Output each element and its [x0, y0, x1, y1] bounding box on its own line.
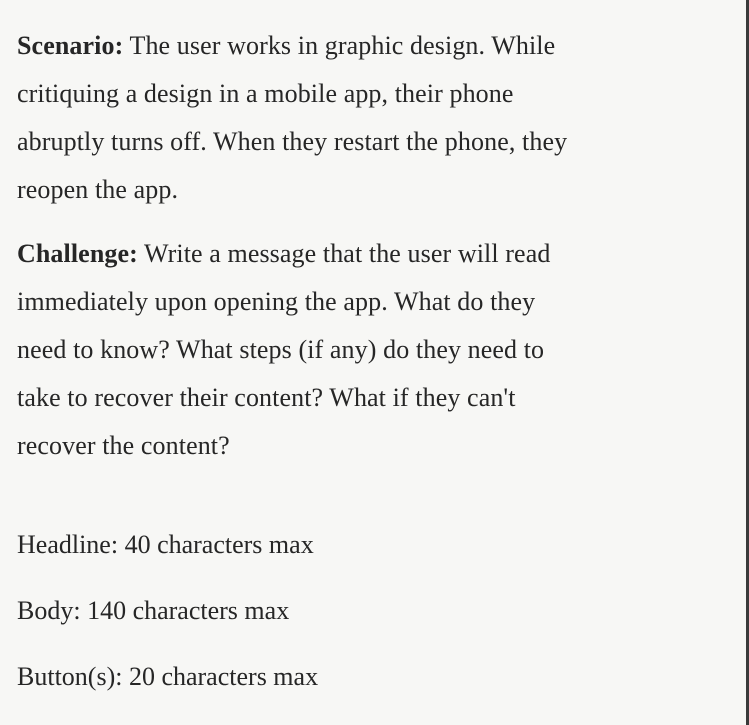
- challenge-paragraph: [17, 230, 717, 470]
- scenario-label: Scenario:: [17, 31, 124, 60]
- scenario-line-3: abruptly turns off. When they restart the phone, they: [17, 127, 568, 156]
- challenge-line-4: take to recover their content? What if they can't: [17, 383, 516, 412]
- scenario-line-2: critiquing a design in a mobile app, their phone: [17, 79, 514, 108]
- challenge-line-3: need to know? What steps (if any) do they need to: [17, 335, 545, 364]
- buttons-limit: Button(s): 20 characters max: [17, 662, 319, 691]
- prompt-text: [17, 22, 717, 470]
- scenario-line-1: The user works in graphic design. While: [123, 31, 556, 60]
- challenge-line-2: immediately upon opening the app. What do they: [17, 287, 536, 316]
- scenario-paragraph: [17, 22, 717, 214]
- challenge-line-1: Write a message that the user will read: [137, 239, 551, 268]
- challenge-label: Challenge:: [17, 239, 138, 268]
- headline-limit: Headline: 40 characters max: [17, 530, 314, 559]
- challenge-line-5: recover the content?: [17, 431, 230, 460]
- body-limit: Body: 140 characters max: [17, 596, 290, 625]
- scenario-line-4: reopen the app.: [17, 175, 179, 204]
